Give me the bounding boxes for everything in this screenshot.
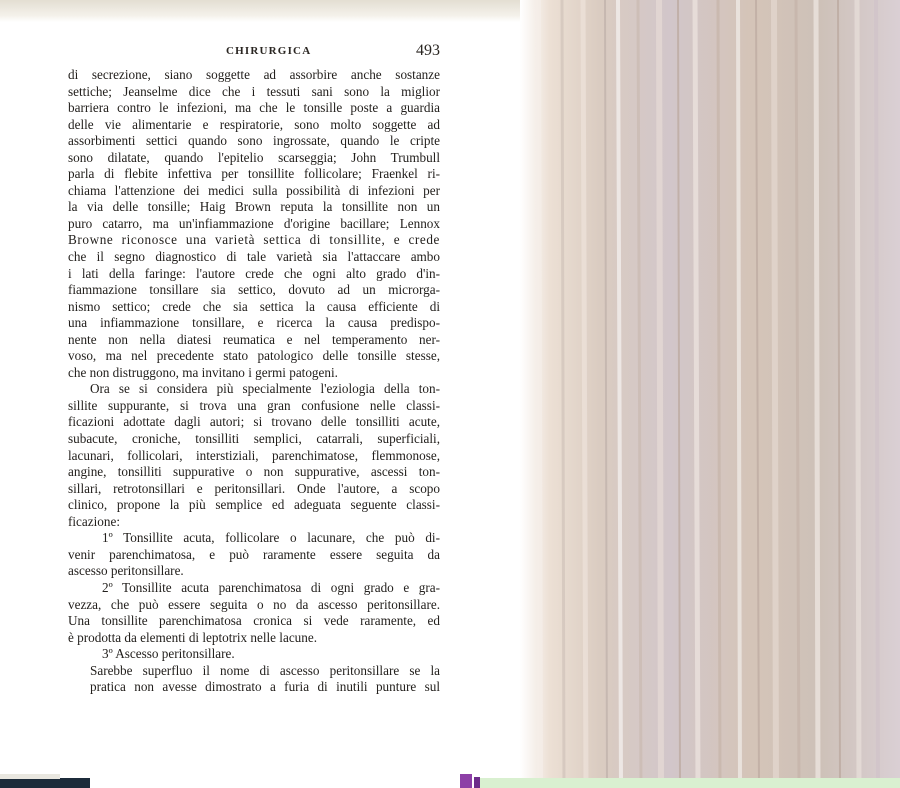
text-line: assorbimenti settici quando sono ingrossate, quando le cripte xyxy=(68,133,440,149)
page-number: 493 xyxy=(416,42,440,59)
text-line: una infiammazione tonsillare, e ricerca la causa predispo- xyxy=(68,315,440,331)
text-line: sillite suppurante, si trova una gran confusione nelle classi- xyxy=(68,397,440,413)
text-line: fiammazione tonsillare sia settico, dovuto ad un microrga- xyxy=(68,282,440,298)
text-line: lacunari, follicolari, interstiziali, parenchimatose, flemmonose, xyxy=(68,447,440,463)
text-line: che non distruggono, ma invitano i germi patogeni. xyxy=(68,364,338,380)
text-line: Sarebbe superfluo il nome di ascesso peritonsillare se la xyxy=(90,662,440,678)
list-item-line: 3º Ascesso peritonsillare. xyxy=(102,646,235,662)
text-line: nismo settico; crede che sia settica la causa efficiente di xyxy=(68,298,440,314)
section-title: CHIRURGICA xyxy=(226,45,312,57)
text-line: ficazioni adottate dagli autori; si trovano delle tonsilliti acute, xyxy=(68,414,440,430)
list-item-line: 1º Tonsillite acuta, follicolare o lacunare, che può di- xyxy=(102,530,440,546)
text-line: è prodotta da elementi di leptotrix nelle lacune. xyxy=(68,629,318,645)
running-header xyxy=(68,42,440,62)
top-edge-shadow xyxy=(0,0,540,22)
text-line: sono dilatate, quando l'epitelio scarseggia; John Trumbull xyxy=(68,149,440,165)
text-line: nente non nella diatesi reumatica e nel temperamento ner- xyxy=(68,331,440,347)
text-line: clinico, propone la più semplice ed adeguata seguente classi- xyxy=(68,497,440,513)
page-edge-texture xyxy=(520,0,900,788)
text-line: ficazione: xyxy=(68,513,120,529)
text-line: delle vie alimentarie e respiratorie, sono molto soggette ad xyxy=(68,116,440,132)
text-line: puro catarro, ma un'infiammazione d'origine bacillare; Lennox xyxy=(68,215,440,231)
text-line: sillari, retrotonsillari e peritonsillari. Onde l'autore, a scopo xyxy=(68,480,440,496)
list-item-line: ascesso peritonsillare. xyxy=(68,563,184,579)
list-item-line: 2º Tonsillite acuta parenchimatosa di ogni grado e gra- xyxy=(102,579,440,595)
text-line: barriera contro le infezioni, ma che le tonsille poste a guardia xyxy=(68,100,440,116)
text-line: chiama l'attenzione dei medici sulla possibilità di infezioni per xyxy=(68,182,440,198)
text-line: angine, tonsilliti suppurative o non suppurative, ascessi ton- xyxy=(68,464,440,480)
text-line: voso, ma nel precedente stato patologico delle tonsille stesse, xyxy=(68,348,440,364)
list-item-line: vezza, che può essere seguita o no da ascesso peritonsillare. xyxy=(68,596,440,612)
text-line: Browne riconosce una varietà settica di tonsillite, e crede xyxy=(68,232,440,248)
text-line: pratica non avesse dimostrato a furia di inutili punture sul xyxy=(90,679,440,695)
text-line: parla di flebite infettiva per tonsillite follicolare; Fraenkel ri- xyxy=(68,166,440,182)
scan-artifact-left xyxy=(0,768,90,788)
text-line: di secrezione, siano soggette ad assorbire anche sostanze xyxy=(68,67,440,82)
text-line: i lati della faringe: l'autore crede che ogni alto grado d'in- xyxy=(68,265,440,281)
scan-artifact-right xyxy=(450,768,900,788)
text-line: Ora se si considera più specialmente l'eziologia della ton- xyxy=(90,381,440,397)
body-text xyxy=(68,67,440,696)
text-line: settiche; Jeanselme dice che i tessuti sani sono la miglior xyxy=(68,83,440,99)
book-fore-edge xyxy=(520,0,900,788)
list-item-line: venir parenchimatosa, e può raramente essere seguita da xyxy=(68,546,440,562)
text-line: Una tonsillite parenchimatosa cronica si vede raramente, ed xyxy=(68,613,440,629)
text-line: subacute, croniche, tonsilliti semplici, catarrali, superficiali, xyxy=(68,431,440,447)
text-line: la via delle tonsille; Haig Brown reputa la tonsillite non un xyxy=(68,199,440,215)
text-line: che il segno diagnostico di tale varietà sia l'attaccare ambo xyxy=(68,249,440,265)
